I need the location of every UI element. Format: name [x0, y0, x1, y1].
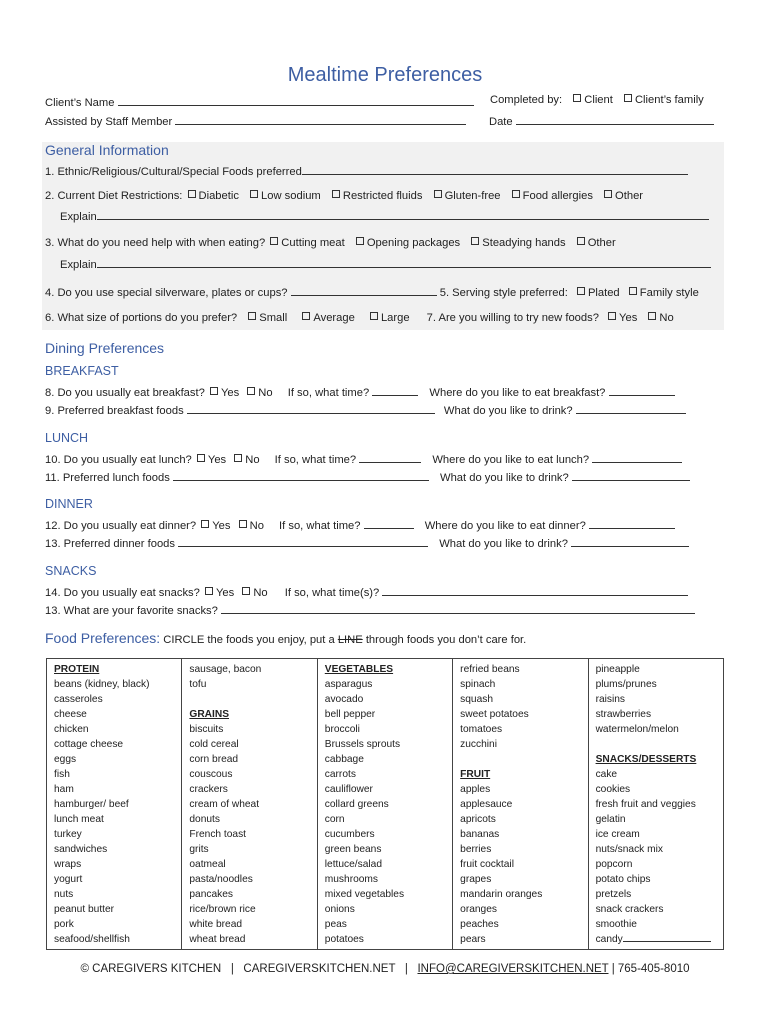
q1-row — [45, 163, 688, 178]
date-field[interactable] — [516, 113, 714, 125]
food-item[interactable]: fish — [54, 769, 70, 780]
q11-drink-label: What do you like to drink? — [440, 472, 569, 484]
food-category-heading: PROTEIN — [54, 664, 100, 675]
food-item[interactable]: oranges — [460, 904, 497, 915]
food-item[interactable]: fresh fruit and veggies — [595, 799, 696, 810]
q3-opt: Cutting meat — [281, 237, 345, 249]
food-item[interactable]: lunch meat — [54, 814, 104, 825]
yes-label: Yes — [212, 520, 231, 532]
no-label: No — [253, 587, 268, 599]
q13b-row — [45, 602, 695, 617]
food-item[interactable]: lettuce/salad — [324, 859, 382, 870]
q13b-field[interactable] — [221, 602, 695, 614]
checkbox-lunch-yes[interactable] — [197, 454, 205, 462]
q2-row — [45, 190, 643, 202]
q1-label: 1. Ethnic/Religious/Cultural/Special Foods preferred — [45, 166, 302, 178]
q5-label: 5. Serving style preferred: — [439, 287, 568, 299]
assisted-field[interactable] — [175, 113, 466, 125]
food-item[interactable]: white bread — [189, 919, 243, 930]
q4-row — [45, 284, 699, 299]
food-item[interactable]: couscous — [189, 769, 233, 780]
q9-field[interactable] — [187, 402, 435, 414]
q9-row — [45, 402, 686, 417]
q12-row — [45, 517, 675, 532]
food-item[interactable]: biscuits — [189, 724, 224, 735]
q8-row — [45, 384, 675, 399]
food-col-4 — [453, 659, 588, 950]
assisted-label: Assisted by Staff Member — [45, 116, 173, 128]
q4-field[interactable] — [291, 284, 437, 296]
food-item[interactable]: mixed vegetables — [324, 889, 405, 900]
food-item[interactable]: cottage cheese — [54, 739, 124, 750]
q6-opt: Large — [380, 312, 410, 324]
food-item[interactable]: turkey — [54, 829, 82, 840]
food-item[interactable]: cream of wheat — [189, 799, 260, 810]
food-item[interactable]: ice cream — [595, 829, 640, 840]
food-list — [54, 677, 175, 947]
completed-opt-client: Client — [584, 94, 613, 106]
q8-where-label: Where do you like to eat breakfast? — [429, 387, 606, 399]
q11-field[interactable] — [173, 469, 429, 481]
dinner-heading: DINNER — [45, 497, 93, 511]
food-item[interactable]: beans (kidney, black) — [54, 679, 150, 690]
checkbox-dinner-yes[interactable] — [201, 520, 209, 528]
food-item[interactable]: eggs — [54, 754, 77, 765]
checkbox-small[interactable] — [248, 312, 256, 320]
date-label: Date — [489, 116, 513, 128]
checkbox-breakfast-yes[interactable] — [210, 387, 218, 395]
q13-drink-field[interactable] — [571, 535, 689, 547]
food-item[interactable]: raisins — [595, 694, 626, 705]
food-item[interactable]: onions — [324, 904, 355, 915]
food-item[interactable]: cold cereal — [189, 739, 239, 750]
food-item[interactable]: pork — [54, 919, 74, 930]
food-item[interactable]: cauliflower — [324, 784, 373, 795]
q3-explain-field[interactable] — [97, 256, 711, 268]
checkbox-other-diet[interactable] — [604, 190, 612, 198]
food-col-1 — [47, 659, 182, 950]
food-item[interactable]: tofu — [189, 679, 207, 690]
q11-label: 11. Preferred lunch foods — [45, 472, 170, 484]
q7-label: 7. Are you willing to try new foods? — [426, 312, 599, 324]
food-item[interactable]: watermelon/melon — [595, 724, 679, 735]
q6-opt: Small — [259, 312, 288, 324]
q13b-label: 13. What are your favorite snacks? — [45, 605, 218, 617]
food-item[interactable]: peanut butter — [54, 904, 115, 915]
food-item[interactable]: corn — [324, 814, 345, 825]
client-name-row — [45, 94, 474, 109]
snacks-heading: SNACKS — [45, 564, 97, 578]
general-info-heading: General Information — [45, 142, 169, 158]
food-item[interactable]: ham — [54, 784, 74, 795]
food-item[interactable]: berries — [460, 844, 492, 855]
q3-label: 3. What do you need help with when eating? — [45, 237, 266, 249]
food-prefs-instr-a: CIRCLE the foods you enjoy, put a — [163, 634, 335, 646]
checkbox-snacks-yes[interactable] — [205, 587, 213, 595]
food-item[interactable]: rice/brown rice — [189, 904, 256, 915]
q5-opt: Family style — [639, 287, 699, 299]
food-item[interactable]: squash — [460, 694, 494, 705]
q8-time-label: If so, what time? — [287, 387, 370, 399]
food-item[interactable]: chicken — [54, 724, 89, 735]
completed-opt-family: Client’s family — [634, 94, 704, 106]
checkbox-opening-packages[interactable] — [356, 237, 364, 245]
food-list — [460, 782, 581, 947]
checkbox-cutting-meat[interactable] — [270, 237, 278, 245]
food-item[interactable]: plums/prunes — [595, 679, 657, 690]
checkbox-large[interactable] — [370, 312, 378, 320]
footer — [0, 963, 770, 975]
q13-row — [45, 535, 689, 550]
q2-opt: Diabetic — [198, 190, 239, 202]
checkbox-snacks-no[interactable] — [242, 587, 250, 595]
food-item[interactable]: bananas — [460, 829, 500, 840]
food-item[interactable]: donuts — [189, 814, 220, 825]
q11-drink-field[interactable] — [572, 469, 690, 481]
footer-email-link[interactable]: INFO@CAREGIVERSKITCHEN.NET — [417, 963, 609, 975]
food-item[interactable]: potato chips — [595, 874, 651, 885]
food-item[interactable]: pasta/noodles — [189, 874, 253, 885]
q9-label: 9. Preferred breakfast foods — [45, 405, 184, 417]
food-item[interactable]: sausage, bacon — [189, 664, 262, 675]
dining-heading: Dining Preferences — [45, 340, 165, 356]
q9-drink-field[interactable] — [576, 402, 686, 414]
q2-opt: Low sodium — [261, 190, 321, 202]
food-table — [46, 658, 724, 950]
food-col-3 — [317, 659, 452, 950]
q3-explain-row — [60, 256, 711, 271]
food-item[interactable]: Brussels sprouts — [324, 739, 401, 750]
food-item[interactable]: popcorn — [595, 859, 633, 870]
q12-where-label: Where do you like to eat dinner? — [424, 520, 586, 532]
checkbox-dinner-no[interactable] — [239, 520, 247, 528]
food-item[interactable]: cake — [595, 769, 618, 780]
checkbox-steadying-hands[interactable] — [471, 237, 479, 245]
client-name-label: Client’s Name — [45, 97, 115, 109]
q10-time-label: If so, what time? — [274, 454, 357, 466]
yes-label: Yes — [207, 454, 227, 466]
q3-row — [45, 237, 616, 249]
footer-phone: | 765-405-8010 — [611, 963, 690, 975]
food-list — [460, 662, 581, 752]
q2-opt: Other — [615, 190, 644, 202]
q2-opt: Food allergies — [522, 190, 593, 202]
food-item[interactable]: yogurt — [54, 874, 83, 885]
food-item[interactable]: grapes — [460, 874, 492, 885]
no-label: No — [258, 387, 273, 399]
q12-time-label: If so, what time? — [279, 520, 361, 532]
food-col-2 — [182, 659, 317, 950]
completed-by-row — [490, 94, 704, 106]
q14-row — [45, 584, 688, 599]
q4-label: 4. Do you use special silverware, plates or cups? — [45, 287, 288, 299]
q10-where-field[interactable] — [592, 451, 682, 463]
food-item[interactable]: French toast — [189, 829, 247, 840]
food-item[interactable]: wraps — [54, 859, 82, 870]
assisted-row — [45, 113, 466, 128]
food-item[interactable]: pancakes — [189, 889, 234, 900]
q12-label: 12. Do you usually eat dinner? — [45, 520, 197, 532]
q14-label: 14. Do you usually eat snacks? — [45, 587, 200, 599]
yes-label: Yes — [215, 587, 235, 599]
q6-row — [45, 312, 674, 324]
food-prefs-heading: Food Preferences: — [45, 630, 161, 646]
q10-time-field[interactable] — [359, 451, 421, 463]
q9-drink-label: What do you like to drink? — [443, 405, 573, 417]
explain-label: Explain — [60, 259, 97, 271]
q2-opt: Restricted fluids — [342, 190, 423, 202]
food-item[interactable]: peas — [324, 919, 347, 930]
no-label: No — [245, 454, 260, 466]
food-item[interactable]: applesauce — [460, 799, 513, 810]
q10-where-label: Where do you like to eat lunch? — [432, 454, 590, 466]
food-item[interactable]: crackers — [189, 784, 228, 795]
checkbox-plated[interactable] — [577, 287, 585, 295]
checkbox-gluten-free[interactable] — [434, 190, 442, 198]
food-category-heading: SNACKS/DESSERTS — [595, 754, 697, 765]
client-name-field[interactable] — [118, 94, 474, 106]
footer-site-link[interactable]: CAREGIVERSKITCHEN.NET — [243, 963, 396, 975]
checkbox-client[interactable] — [573, 94, 581, 102]
checkbox-new-foods-no[interactable] — [648, 312, 656, 320]
q14-time-field[interactable] — [382, 584, 688, 596]
food-list — [325, 677, 446, 947]
q8-label: 8. Do you usually eat breakfast? — [45, 387, 205, 399]
food-item[interactable]: refried beans — [460, 664, 520, 675]
food-prefs-instr-line: LINE — [337, 634, 363, 646]
food-list — [596, 767, 717, 947]
food-item[interactable]: hamburger/ beef — [54, 799, 129, 810]
food-item[interactable]: spinach — [460, 679, 496, 690]
q8-where-field[interactable] — [609, 384, 675, 396]
food-item[interactable]: pretzels — [595, 889, 632, 900]
food-item[interactable]: mandarin oranges — [460, 889, 543, 900]
food-item[interactable]: potatoes — [324, 934, 364, 945]
food-item[interactable]: bell pepper — [324, 709, 376, 720]
food-item[interactable]: cookies — [595, 784, 631, 795]
food-item[interactable]: wheat bread — [189, 934, 246, 945]
food-item[interactable]: fruit cocktail — [460, 859, 514, 870]
footer-company: © CAREGIVERS KITCHEN — [80, 963, 222, 975]
food-item[interactable]: apples — [460, 784, 491, 795]
breakfast-heading: BREAKFAST — [45, 364, 119, 378]
food-item[interactable]: carrots — [324, 769, 356, 780]
checkbox-restricted-fluids[interactable] — [332, 190, 340, 198]
food-item[interactable]: avocado — [324, 694, 364, 705]
q7-opt: Yes — [619, 312, 638, 324]
checkbox-breakfast-no[interactable] — [247, 387, 255, 395]
q8-time-field[interactable] — [372, 384, 418, 396]
food-item[interactable]: seafood/shellfish — [54, 934, 130, 945]
food-item[interactable]: snack crackers — [595, 904, 664, 915]
completed-by-label: Completed by: — [490, 94, 563, 106]
date-row — [489, 113, 714, 128]
q10-label: 10. Do you usually eat lunch? — [45, 454, 192, 466]
lunch-heading: LUNCH — [45, 431, 89, 445]
food-item[interactable]: nuts/snack mix — [595, 844, 663, 855]
food-item[interactable]: oatmeal — [189, 859, 226, 870]
food-item[interactable]: casseroles — [54, 694, 103, 705]
q3-opt: Steadying hands — [482, 237, 566, 249]
food-item[interactable]: broccoli — [324, 724, 360, 735]
food-item[interactable]: cabbage — [324, 754, 364, 765]
food-item[interactable]: cucumbers — [324, 829, 375, 840]
footer-sep: | — [404, 963, 408, 975]
food-item[interactable]: sandwiches — [54, 844, 108, 855]
q5-opt: Plated — [587, 287, 620, 299]
food-category-heading: VEGETABLES — [324, 664, 394, 675]
food-item[interactable]: pears — [460, 934, 486, 945]
food-item[interactable]: nuts — [54, 889, 74, 900]
checkbox-family[interactable] — [624, 94, 632, 102]
q2-label: 2. Current Diet Restrictions: — [45, 190, 183, 202]
checkbox-family-style[interactable] — [629, 287, 637, 295]
q6-label: 6. What size of portions do you prefer? — [45, 312, 238, 324]
q1-field[interactable] — [302, 163, 688, 175]
q13-label: 13. Preferred dinner foods — [45, 538, 175, 550]
q10-row — [45, 451, 682, 466]
q13-drink-label: What do you like to drink? — [439, 538, 568, 550]
food-category-heading: FRUIT — [460, 769, 491, 780]
page-title: Mealtime Preferences — [287, 64, 483, 86]
food-prefs-instr-b: through foods you don’t care for. — [365, 634, 527, 646]
q3-opt: Other — [587, 237, 616, 249]
food-item[interactable]: asparagus — [324, 679, 373, 690]
food-col-5 — [588, 659, 723, 950]
food-list — [189, 662, 310, 692]
q14-time-label: If so, what time(s)? — [284, 587, 380, 599]
q3-opt: Opening packages — [366, 237, 461, 249]
q2-explain-field[interactable] — [97, 208, 709, 220]
food-item[interactable]: pineapple — [595, 664, 640, 675]
q11-row — [45, 469, 690, 484]
checkbox-new-foods-yes[interactable] — [608, 312, 616, 320]
q13-field[interactable] — [178, 535, 428, 547]
food-item[interactable]: green beans — [324, 844, 382, 855]
q2-explain-row — [60, 208, 709, 223]
food-list — [596, 662, 717, 737]
food-item[interactable]: candy — [596, 932, 717, 947]
checkbox-diabetic[interactable] — [188, 190, 196, 198]
q2-opt: Gluten-free — [444, 190, 501, 202]
checkbox-low-sodium[interactable] — [250, 190, 258, 198]
food-item[interactable]: grits — [189, 844, 209, 855]
food-item[interactable]: strawberries — [595, 709, 652, 720]
food-list — [189, 722, 310, 947]
candy-write-in-field[interactable] — [623, 932, 711, 942]
food-item[interactable]: tomatoes — [460, 724, 503, 735]
food-item[interactable]: mushrooms — [324, 874, 378, 885]
food-item[interactable]: sweet potatoes — [460, 709, 529, 720]
yes-label: Yes — [220, 387, 240, 399]
food-item[interactable]: collard greens — [324, 799, 389, 810]
food-item[interactable]: corn bread — [189, 754, 239, 765]
food-category-heading: GRAINS — [189, 709, 230, 720]
q7-opt: No — [659, 312, 674, 324]
no-label: No — [249, 520, 264, 532]
q6-opt: Average — [313, 312, 355, 324]
food-item[interactable]: cheese — [54, 709, 87, 720]
q12-time-field[interactable] — [364, 517, 414, 529]
q12-where-field[interactable] — [589, 517, 675, 529]
checkbox-food-allergies[interactable] — [512, 190, 520, 198]
food-item[interactable]: gelatin — [595, 814, 626, 825]
food-item[interactable]: smoothie — [595, 919, 637, 930]
food-prefs-title-row — [45, 630, 526, 646]
explain-label: Explain — [60, 211, 97, 223]
checkbox-other-help[interactable] — [577, 237, 585, 245]
checkbox-lunch-no[interactable] — [234, 454, 242, 462]
food-item[interactable]: zucchini — [460, 739, 497, 750]
food-item[interactable]: peaches — [460, 919, 499, 930]
footer-sep: | — [230, 963, 234, 975]
checkbox-average[interactable] — [302, 312, 310, 320]
food-item[interactable]: apricots — [460, 814, 496, 825]
